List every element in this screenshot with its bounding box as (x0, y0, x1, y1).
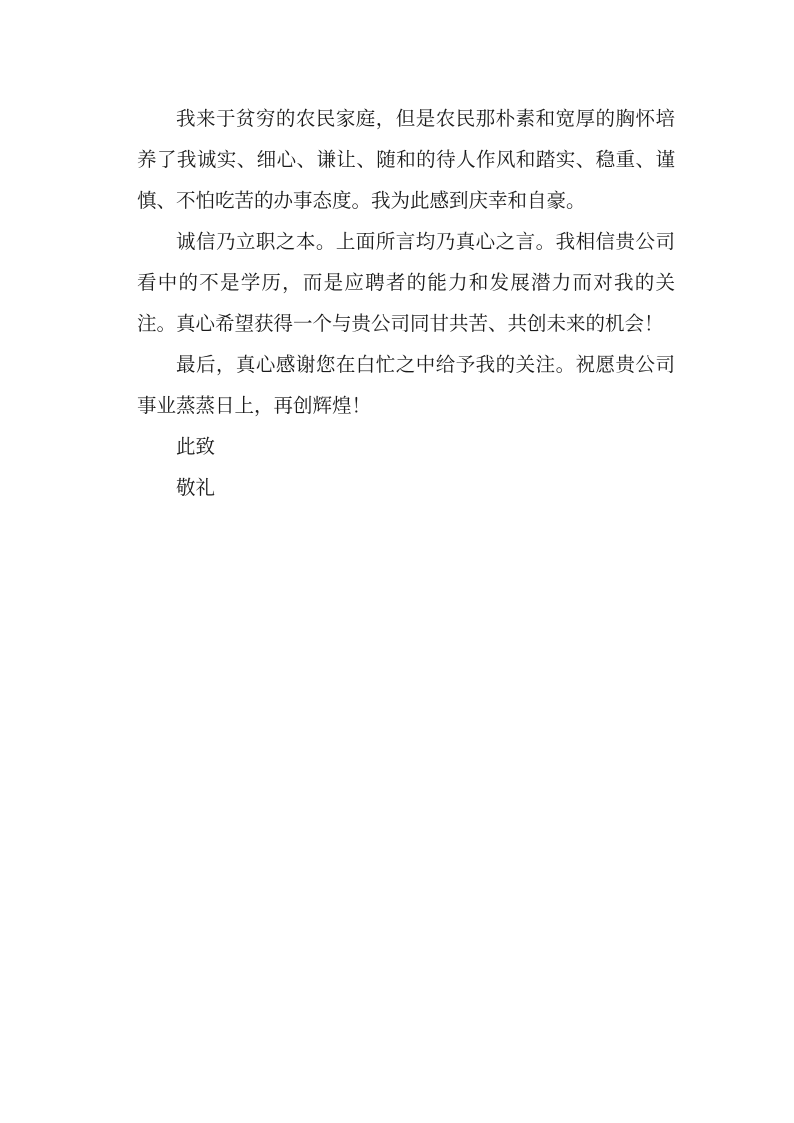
paragraph-background: 我来于贫穷的农民家庭，但是农民那朴素和宽厚的胸怀培养了我诚实、细心、谦让、随和的待人作风和踏实、稳重、谨慎、不怕吃苦的办事态度。我为此感到庆幸和自豪。 (137, 107, 675, 212)
letter-body (137, 98, 675, 508)
closing-regards: 敬礼 (176, 476, 216, 499)
paragraph-thanks: 最后，真心感谢您在白忙之中给予我的关注。祝愿贵公司事业蒸蒸日上，再创辉煌！ (137, 353, 675, 417)
paragraph-integrity: 诚信乃立职之本。上面所言均乃真心之言。我相信贵公司看中的不是学历，而是应聘者的能力和发展潜力而对我的关注。真心希望获得一个与贵公司同甘共苦、共创未来的机会！ (137, 230, 675, 335)
closing-salutation: 此致 (176, 435, 216, 458)
